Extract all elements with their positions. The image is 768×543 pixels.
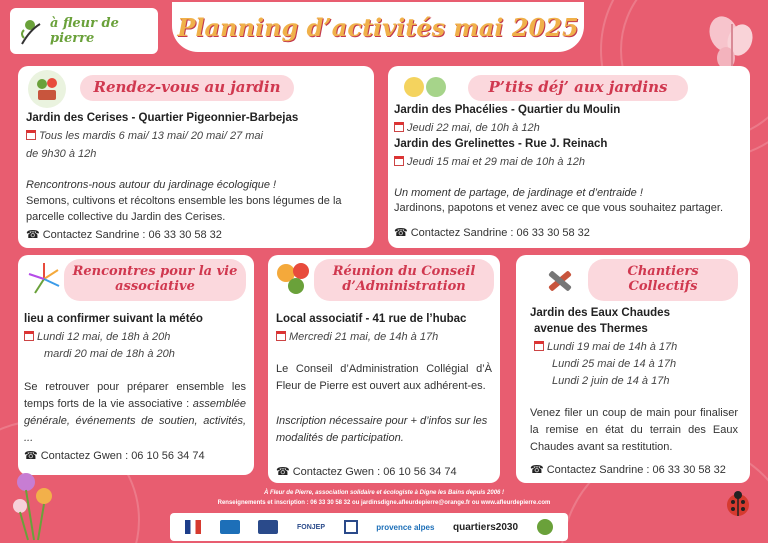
calendar-icon — [394, 156, 404, 166]
partner-logos — [170, 513, 568, 541]
intro-text: Rencontrons-nous autour du jardinage écologique ! — [26, 179, 277, 191]
partner-logo-icon — [344, 520, 358, 534]
card-title-line1: Rencontres pour la vie — [72, 264, 238, 280]
location: Jardin des Phacélies - Quartier du Moulin — [394, 104, 621, 116]
date-text: Lundi 2 juin de 14 à 17h — [552, 375, 670, 387]
date-text: de 9h30 à 12h — [26, 148, 97, 160]
date-text: Lundi 12 mai, de 18h à 20h — [37, 331, 171, 343]
footer-line2: Renseignements et inscription : 06 33 30 58 32 ou jardinsdigne.afleurdepierre@orange.fr ou www.afleurdepierre.com — [217, 500, 551, 506]
note-text: Inscription nécessaire pour + d’infos sur les modalités de participation. — [276, 415, 488, 445]
contact-line[interactable] — [394, 226, 590, 239]
date-line — [26, 148, 96, 160]
card-title: Rendez-vous au jardin — [93, 78, 281, 97]
date-text: Jeudi 22 mai, de 10h à 12h — [407, 122, 540, 134]
card-vie-associative — [18, 255, 254, 475]
body-text: Venez filer un coup de main pour finaliser la remise en état du terrain des Eaux Chaudes avant sa restitution. — [530, 407, 738, 454]
partner-logo-icon — [258, 520, 278, 534]
date-text: Lundi 19 mai de 14h à 17h — [547, 341, 678, 353]
phone-icon: ☎ — [394, 227, 408, 239]
calendar-icon — [534, 341, 544, 351]
phone-icon: ☎ — [26, 229, 40, 241]
contact-text: Contactez Gwen : 06 10 56 34 74 — [40, 450, 205, 462]
body-italic: assemblée générale, événements de soutien, activités, ... — [24, 398, 246, 445]
calendar-icon — [24, 331, 34, 341]
date-line — [24, 331, 170, 343]
body-text: Semons, cultivons et récoltons ensemble les bons légumes de la parcelle collective du Jardin des Cerises. — [26, 195, 342, 223]
location: avenue des Thermes — [534, 323, 648, 335]
date-text: mardi 20 mai de 18h à 20h — [44, 348, 175, 360]
contact-line[interactable] — [26, 228, 222, 241]
date-line — [552, 358, 676, 370]
phone-icon: ☎ — [276, 466, 290, 478]
logo[interactable] — [10, 8, 158, 54]
date-text: Mercredi 21 mai, de 14h à 17h — [289, 331, 439, 343]
location: Jardin des Cerises - Quartier Pigeonnier-Barbejas — [26, 112, 299, 124]
card-title-pill — [80, 75, 294, 101]
card-title-line2: associative — [115, 279, 195, 294]
date-line — [26, 130, 263, 142]
card-conseil-administration — [268, 255, 500, 483]
page-title: Planning d’activités mai 2025 — [177, 12, 579, 42]
partner-quartiers2030: quartiers2030 — [453, 521, 519, 533]
date-text: Lundi 25 mai de 14 à 17h — [552, 358, 677, 370]
card-title-pill — [64, 259, 246, 301]
body-text: Jardinons, papotons et venez avec ce que vous souhaitez partager. — [394, 202, 723, 214]
body-text — [24, 379, 246, 447]
phone-icon: ☎ — [24, 450, 38, 462]
date-line — [44, 348, 175, 360]
contact-text: Contactez Sandrine : 06 33 30 58 32 — [42, 229, 222, 241]
card-title-line1: Réunion du Conseil — [332, 264, 476, 280]
date-line — [552, 375, 669, 387]
republique-logo-icon — [185, 520, 201, 534]
phone-icon: ☎ — [530, 464, 544, 476]
date-text: Tous les mardis 6 mai/ 13 mai/ 20 mai/ 27 mai — [39, 130, 263, 142]
calendar-icon — [276, 331, 286, 341]
card-chantiers-collectifs — [516, 255, 750, 483]
garden-icon — [28, 70, 66, 108]
tools-icon — [540, 261, 580, 301]
partner-logo-icon — [220, 520, 240, 534]
contact-text: Contactez Sandrine : 06 33 30 58 32 — [410, 227, 590, 239]
flower-logo-icon — [18, 16, 46, 46]
body-plain: Se retrouver pour préparer ensemble les temps forts de la vie associative : — [24, 381, 246, 411]
card-title-line2: d’Administration — [342, 279, 466, 294]
card-ptits-dej — [388, 66, 750, 248]
location: Jardin des Grelinettes - Rue J. Reinach — [394, 138, 608, 150]
contact-line[interactable] — [24, 449, 205, 462]
card-title-pill — [468, 75, 688, 101]
partner-provence-alpes: provence alpes — [376, 522, 435, 532]
date-line — [276, 331, 438, 343]
contact-line[interactable] — [530, 463, 726, 476]
contact-text: Contactez Gwen : 06 10 56 34 74 — [292, 466, 457, 478]
chat-bubbles-icon — [274, 261, 314, 297]
date-text: Jeudi 15 mai et 29 mai de 10h à 12h — [407, 156, 585, 168]
intro-text: Un moment de partage, de jardinage et d’entraide ! — [394, 187, 643, 199]
body-text: Le Conseil d’Administration Collégial d’À Fleur de Pierre est ouvert aux adhérent-es. — [276, 363, 492, 393]
contact-line[interactable] — [276, 465, 457, 478]
card-title-pill — [314, 259, 494, 301]
location: lieu a confirmer suivant la météo — [24, 313, 203, 325]
card-title: P’tits déj’ aux jardins — [488, 78, 668, 97]
butterfly-icon — [706, 14, 756, 74]
card-title-line1: Chantiers — [627, 264, 699, 280]
contact-text: Contactez Sandrine : 06 33 30 58 32 — [546, 464, 726, 476]
date-line — [394, 156, 585, 168]
calendar-icon — [26, 130, 36, 140]
calendar-icon — [394, 122, 404, 132]
card-title-pill — [588, 259, 738, 301]
footer-line1: À Fleur de Pierre, association solidaire et écologiste à Digne les Bains depuis 2006 ! — [263, 490, 505, 496]
date-line — [394, 122, 540, 134]
card-rendez-vous-jardin — [18, 66, 374, 248]
partner-fonjep: FONJEP — [297, 523, 326, 531]
partner-logo-icon — [537, 519, 553, 535]
card-title-line2: Collectifs — [628, 279, 698, 294]
location: Jardin des Eaux Chaudes — [530, 307, 670, 319]
breakfast-icon — [402, 72, 450, 102]
location: Local associatif - 41 rue de l’hubac — [276, 313, 467, 325]
fireworks-icon — [24, 259, 64, 299]
title-band — [172, 2, 584, 52]
logo-text: à fleur de pierre — [50, 16, 119, 46]
date-line — [534, 341, 677, 353]
